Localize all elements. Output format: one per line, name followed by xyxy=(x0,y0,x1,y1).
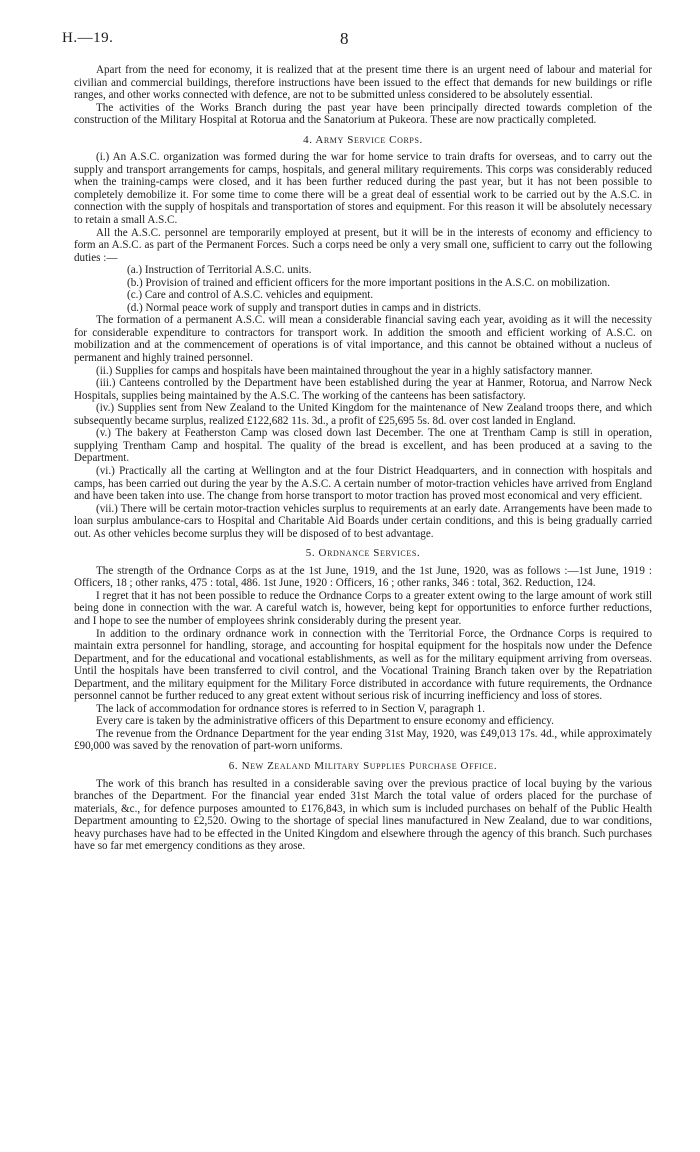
paragraph: Apart from the need for economy, it is realized that at the present time there is an urgent need of labour and material for civilian and commercial buildings, therefore instructions have been issued to the effect that demands for new buildings or rifle ranges, and other works connected with defence, are not to be submitted unless considered to be absolutely essential. xyxy=(74,64,652,102)
paragraph: (i.) An A.S.C. organization was formed during the war for home service to train drafts for overseas, and to carry out the supply and transport arrangements for camps, hospitals, and general military requirements. This corps was considerably reduced when the training-camps were closed, and it has been further reduced during the past year, but it has not been possible to completely demobilize it. For some time to come there will be a great deal of essential work to be carried out by the A.S.C. in connection with the supply of hospitals and transportation of stores and equipment. For this reason it will be absolutely necessary to retain a small A.S.C. xyxy=(74,151,652,227)
list-item: (d.) Normal peace work of supply and transport duties in camps and in districts. xyxy=(127,301,481,314)
list-item: (b.) Provision of trained and efficient officers for the more important positions in the A.S.C. on mobilization. xyxy=(127,276,611,289)
page-number: 8 xyxy=(340,29,349,48)
section-heading-ordnance: 5. Ordnance Services. xyxy=(305,547,421,560)
section-heading-asc: 4. Army Service Corps. xyxy=(303,133,423,146)
document-body xyxy=(74,64,652,853)
paragraph: The revenue from the Ordnance Department for the year ending 31st May, 1920, was £49,013 17s. 4d., while approximately £90,000 was saved by the renovation of part-worn uniforms. xyxy=(74,727,652,753)
paragraph: The activities of the Works Branch during the past year have been principally directed towards completion of the construction of the Military Hospital at Rotorua and the Sanatorium at Pukeora. These are now practically completed. xyxy=(74,101,652,127)
paragraph: Every care is taken by the administrative officers of this Department to ensure economy and efficiency. xyxy=(96,715,554,728)
paragraph: (iii.) Canteens controlled by the Department have been established during the year at Hanmer, Rotorua, and Narrow Neck Hospitals, supplies being maintained by the A.S.C. The working of the canteens has been satisfactory. xyxy=(74,377,652,402)
paragraph: (v.) The bakery at Featherston Camp was closed down last December. The one at Trentham Camp is still in operation, supplying Trentham Camp and hospital. The quality of the bread is excellent, and has been produced at a saving to the Department. xyxy=(74,427,652,465)
paragraph: (vii.) There will be certain motor-traction vehicles surplus to requirements at an early date. Arrangements have been made to loan surplus ambulance-cars to Hospital and Charitable Aid Boards under certain conditions, and this is being gradually carried out. As other vehicles become surplus they will be disposed of to best advantage. xyxy=(74,502,652,540)
paragraph: In addition to the ordinary ordnance work in connection with the Territorial Force, the Ordnance Corps is required to maintain extra personnel for handling, storage, and accounting for hospital equipment for the hospitals now under the Defence Department, and for the educational and vocational establishments, as well as for the military equipment arriving from overseas. Until the hospitals have been transferred to civil control, and the Vocational Training Branch taken over by the Repatriation Department, and the military equipment for the Military Force distributed in accordance with future requirements, the Ordnance personnel cannot be further reduced to any great extent without serious risk of incurring inefficiency and loss of stores. xyxy=(74,627,652,703)
paragraph: (vi.) Practically all the carting at Wellington and at the four District Headquarters, and in connection with hospitals and camps, has been carried out during the year by the A.S.C. A certain number of motor-traction vehicles have arrived from England and have been taken into use. The change from horse transport to motor traction has proved most economical and very efficient. xyxy=(74,464,652,503)
section-heading-supplies: 6. New Zealand Military Supplies Purchase Office. xyxy=(228,759,498,772)
paragraph: All the A.S.C. personnel are temporarily employed at present, but it will be in the interests of economy and efficiency to form an A.S.C. as part of the Permanent Forces. Such a corps need be only a very small one, sufficient to carry out the following duties :— xyxy=(74,226,652,264)
paragraph: (ii.) Supplies for camps and hospitals have been maintained throughout the year in a highly satisfactory manner. xyxy=(96,364,593,377)
paragraph: I regret that it has not been possible to reduce the Ordnance Corps to a greater extent owing to the large amount of work still being done in connection with the war. A careful watch is, however, being kept for opportunities to enforce further reductions, and I hope to see the number of employees shrink considerably during the present year. xyxy=(74,589,652,627)
paragraph: The work of this branch has resulted in a considerable saving over the previous practice of local buying by the various branches of the Department. For the financial year ended 31st March the total value of orders placed for the purchase of materials, &c., for defence purposes amounted to £176,843, in which sum is included purchases on behalf of the Public Health Department amounting to £2,520. Owing to the shortage of special lines manufactured in New Zealand, due to war conditions, heavy purchases have had to be effected in the United Kingdom and elsewhere through the agency of this branch. Such purchases have so far met emergency conditions as they arose. xyxy=(74,777,652,853)
list-item: (c.) Care and control of A.S.C. vehicles and equipment. xyxy=(127,289,374,302)
paragraph: The strength of the Ordnance Corps as at the 1st June, 1919, and the 1st June, 1920, was as follows :—1st June, 1919 : Officers, 18 ; other ranks, 475 : total, 486. 1st June, 1920 : Officers, 16 ; other ranks, 346 : total, 362. Reduction, 124. xyxy=(74,564,652,590)
report-reference: H.—19. xyxy=(62,30,114,46)
list-item: (a.) Instruction of Territorial A.S.C. units. xyxy=(127,264,312,277)
paragraph: The lack of accommodation for ordnance stores is referred to in Section V, paragraph 1. xyxy=(96,702,485,715)
paragraph: The formation of a permanent A.S.C. will mean a considerable financial saving each year, avoiding as it will the necessity for considerable expenditure to contractors for transport work. In addition the smooth and efficient working of A.S.C. on mobilization and at the commencement of operations is of vital importance, and this cannot be obtained without a nucleus of permanent and highly trained personnel. xyxy=(74,314,652,365)
paragraph: (iv.) Supplies sent from New Zealand to the United Kingdom for the maintenance of New Zealand troops there, and which subsequently became surplus, realized £122,682 11s. 3d., a profit of £25,695 5s. 8d. over cost landed in England. xyxy=(74,402,652,427)
